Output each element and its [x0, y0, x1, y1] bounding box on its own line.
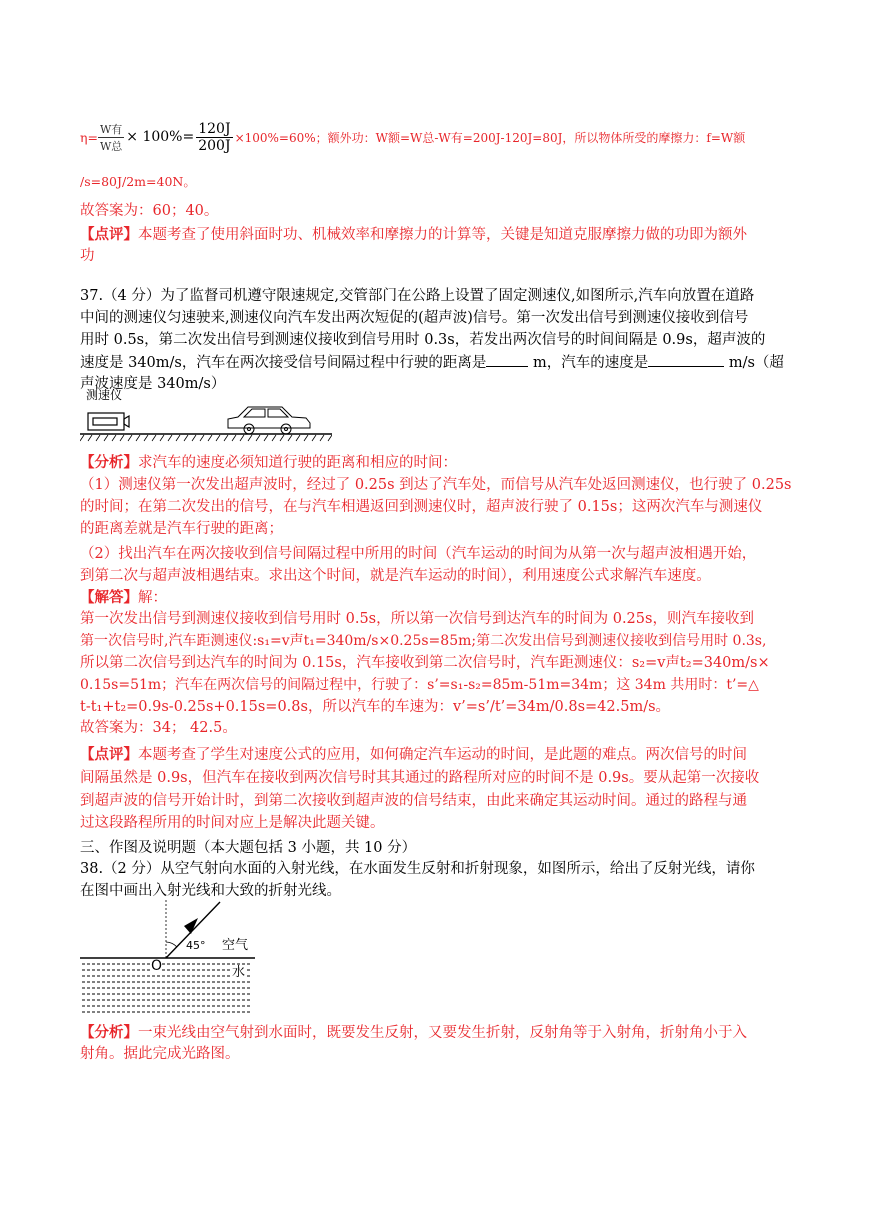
q38-line2: 在图中画出入射光线和大致的折射光线。 [80, 883, 341, 899]
q37-line4-part-c: m/s（超 [724, 355, 784, 371]
q37-line2: 中间的测速仪匀速驶来,测速仪向汽车发出两次短促的(超声波)信号。第一次发出信号到测速仪接收到信号 [80, 310, 749, 326]
fraction-denominator: W总 [99, 139, 123, 153]
q37-analysis-line6: 到第二次与超声波相遇结束。求出这个时间，就是汽车运动的时间），利用速度公式求解汽车速度。 [80, 568, 711, 584]
solution-tag-rest: 解： [138, 590, 167, 606]
speed-answer-blank[interactable] [648, 352, 724, 367]
speed-meter-figure [80, 386, 332, 448]
comment-tag: 【点评】 [80, 226, 138, 243]
q37-analysis-line1 [80, 452, 457, 474]
q37-comment-line3: 到超声波的信号开始计时，到第二次接收到超声波的信号结束，由此来确定其运动时间。通过的路程与通 [80, 793, 747, 809]
comment-text: 本题考查了使用斜面时功、机械效率和摩擦力的计算等，关键是知道克服摩擦力做的功即为额外 [138, 227, 747, 243]
distance-answer-blank[interactable] [486, 352, 528, 367]
light-reflection-figure [80, 898, 260, 1020]
q37-solution-line1: 第一次发出信号到测速仪接收到信号用时 0.5s，所以第一次信号到达汽车的时间为 0.25s，则汽车接收到 [80, 611, 754, 627]
angle-label: 45° [186, 939, 206, 952]
q37-analysis-line4: 的距离差就是汽车行驶的距离； [80, 521, 283, 537]
q37-comment-line1 [80, 744, 747, 766]
analysis-tag: 【分析】 [80, 1024, 138, 1041]
friction-calc-line: /s=80J/2m=40N。 [80, 174, 196, 189]
q37-analysis-line5: （2）找出汽车在两次接收到信号间隔过程中所用的时间（汽车运动的时间为从第一次与超声波相遇开始， [80, 546, 757, 562]
car-outline [228, 407, 310, 434]
answer-36: 故答案为：60；40。 [80, 203, 219, 219]
solution-tag: 【解答】 [80, 589, 138, 606]
q38-analysis-line2: 射角。据此完成光路图。 [80, 1046, 240, 1062]
q38-analysis-line1 [80, 1022, 747, 1044]
efficiency-formula-line [80, 112, 745, 162]
answer-37: 故答案为：34； 42.5。 [80, 720, 237, 736]
q37-solution-header [80, 587, 167, 609]
analysis-text: 求汽车的速度必须知道行驶的距离和相应的时间： [138, 455, 457, 471]
eta-symbol: η= [80, 129, 98, 145]
comment-tag: 【点评】 [80, 746, 138, 763]
analysis-text: 一束光线由空气射到水面时，既要发生反射，又要发生折射，反射角等于入射角，折射角小于入 [138, 1025, 747, 1041]
section3-heading: 三、作图及说明题（本大题包括 3 小题，共 10 分） [80, 840, 417, 856]
q37-line4 [80, 352, 784, 374]
q37-line4-part-b: m，汽车的速度是 [528, 355, 649, 371]
q37-comment-line2: 间隔虽然是 0.9s，但汽车在接收到两次信号时其其通过的路程所对应的时间不是 0.9s。要从起第一次接收 [80, 770, 760, 786]
q37-line1: 37.（4 分）为了监督司机遵守限速规定,交管部门在公路上设置了固定测速仪,如图所示,汽车向放置在道路 [80, 288, 755, 304]
q37-line3: 用时 0.5s，第二次发出信号到测速仪接收到信号用时 0.3s，若发出两次信号的时间间隔是 0.9s，超声波的 [80, 332, 766, 348]
q37-line5: 声波速度是 340m/s） [80, 376, 226, 392]
comment-text: 本题考查了学生对速度公式的应用，如何确定汽车运动的时间，是此题的难点。两次信号的时间 [138, 747, 747, 763]
water-dashes [82, 964, 252, 1012]
q37-analysis-line2: （1）测速仪第一次发出超声波时，经过了 0.25s 到达了汽车处，而信号从汽车处返回测速仪，也行驶了 0.25s [80, 477, 792, 493]
incidence-point-label: O [151, 958, 163, 974]
road-hatching [80, 435, 332, 441]
reflection-diagram [80, 898, 260, 1020]
speed-meter-label: 测速仪 [86, 388, 123, 402]
angle-arc [166, 942, 177, 947]
q37-solution-line3: 所以第二次信号到达汽车的时间为 0.15s，汽车接收到第二次信号时，汽车距测速仪：s₂=v声t₂=340m/s× [80, 655, 770, 671]
q37-solution-line5: t-t₁+t₂=0.9s-0.25s+0.15s=0.8s，所以汽车的车速为：v’=s’/t’=34m/0.8s=42.5m/s。 [80, 699, 671, 715]
comment-36-line1 [80, 224, 747, 246]
fraction-numerator: 120J [198, 120, 231, 137]
q37-line4-part-a: 速度是 340m/s，汽车在两次接受信号间隔过程中行驶的距离是 [80, 355, 487, 371]
times-100-percent: × 100%= [126, 129, 195, 145]
analysis-tag: 【分析】 [80, 454, 138, 471]
comment-36-line2: 功 [80, 248, 95, 264]
speed-meter-device [88, 413, 129, 430]
fraction-w-useful-over-total [98, 121, 124, 154]
air-label: 空气 [222, 938, 249, 953]
q37-analysis-line3: 的时间；在第二次发出的信号，在与汽车相遇返回到测速仪时，超声波行驶了 0.15s；这两次汽车与测速仪 [80, 499, 763, 515]
fraction-numerator: W有 [99, 122, 123, 136]
water-label: 水 [232, 965, 246, 980]
efficiency-calc-rest: ×100%=60%；额外功：W额=W总-W有=200J-120J=80J，所以物体所受的摩擦力：f=W额 [234, 130, 746, 145]
q38-line1: 38.（2 分）从空气射向水面的入射光线，在水面发生反射和折射现象，如图所示，给出了反射光线，请你 [80, 861, 755, 877]
q37-comment-line4: 过这段路程所用的时间对应上是解决此题关键。 [80, 815, 385, 831]
q37-solution-line4: 0.15s=51m；汽车在两次信号的间隔过程中，行驶了：s’=s₁-s₂=85m-51m=34m；这 34m 共用时：t’=△ [80, 677, 759, 693]
fraction-120-over-200 [196, 121, 232, 154]
fraction-denominator: 200J [198, 137, 231, 154]
q37-solution-line2: 第一次信号时,汽车距测速仪:s₁=v声t₁=340m/s×0.25s=85m;第二次发出信号到测速仪接收到信号用时 0.3s, [80, 633, 767, 649]
